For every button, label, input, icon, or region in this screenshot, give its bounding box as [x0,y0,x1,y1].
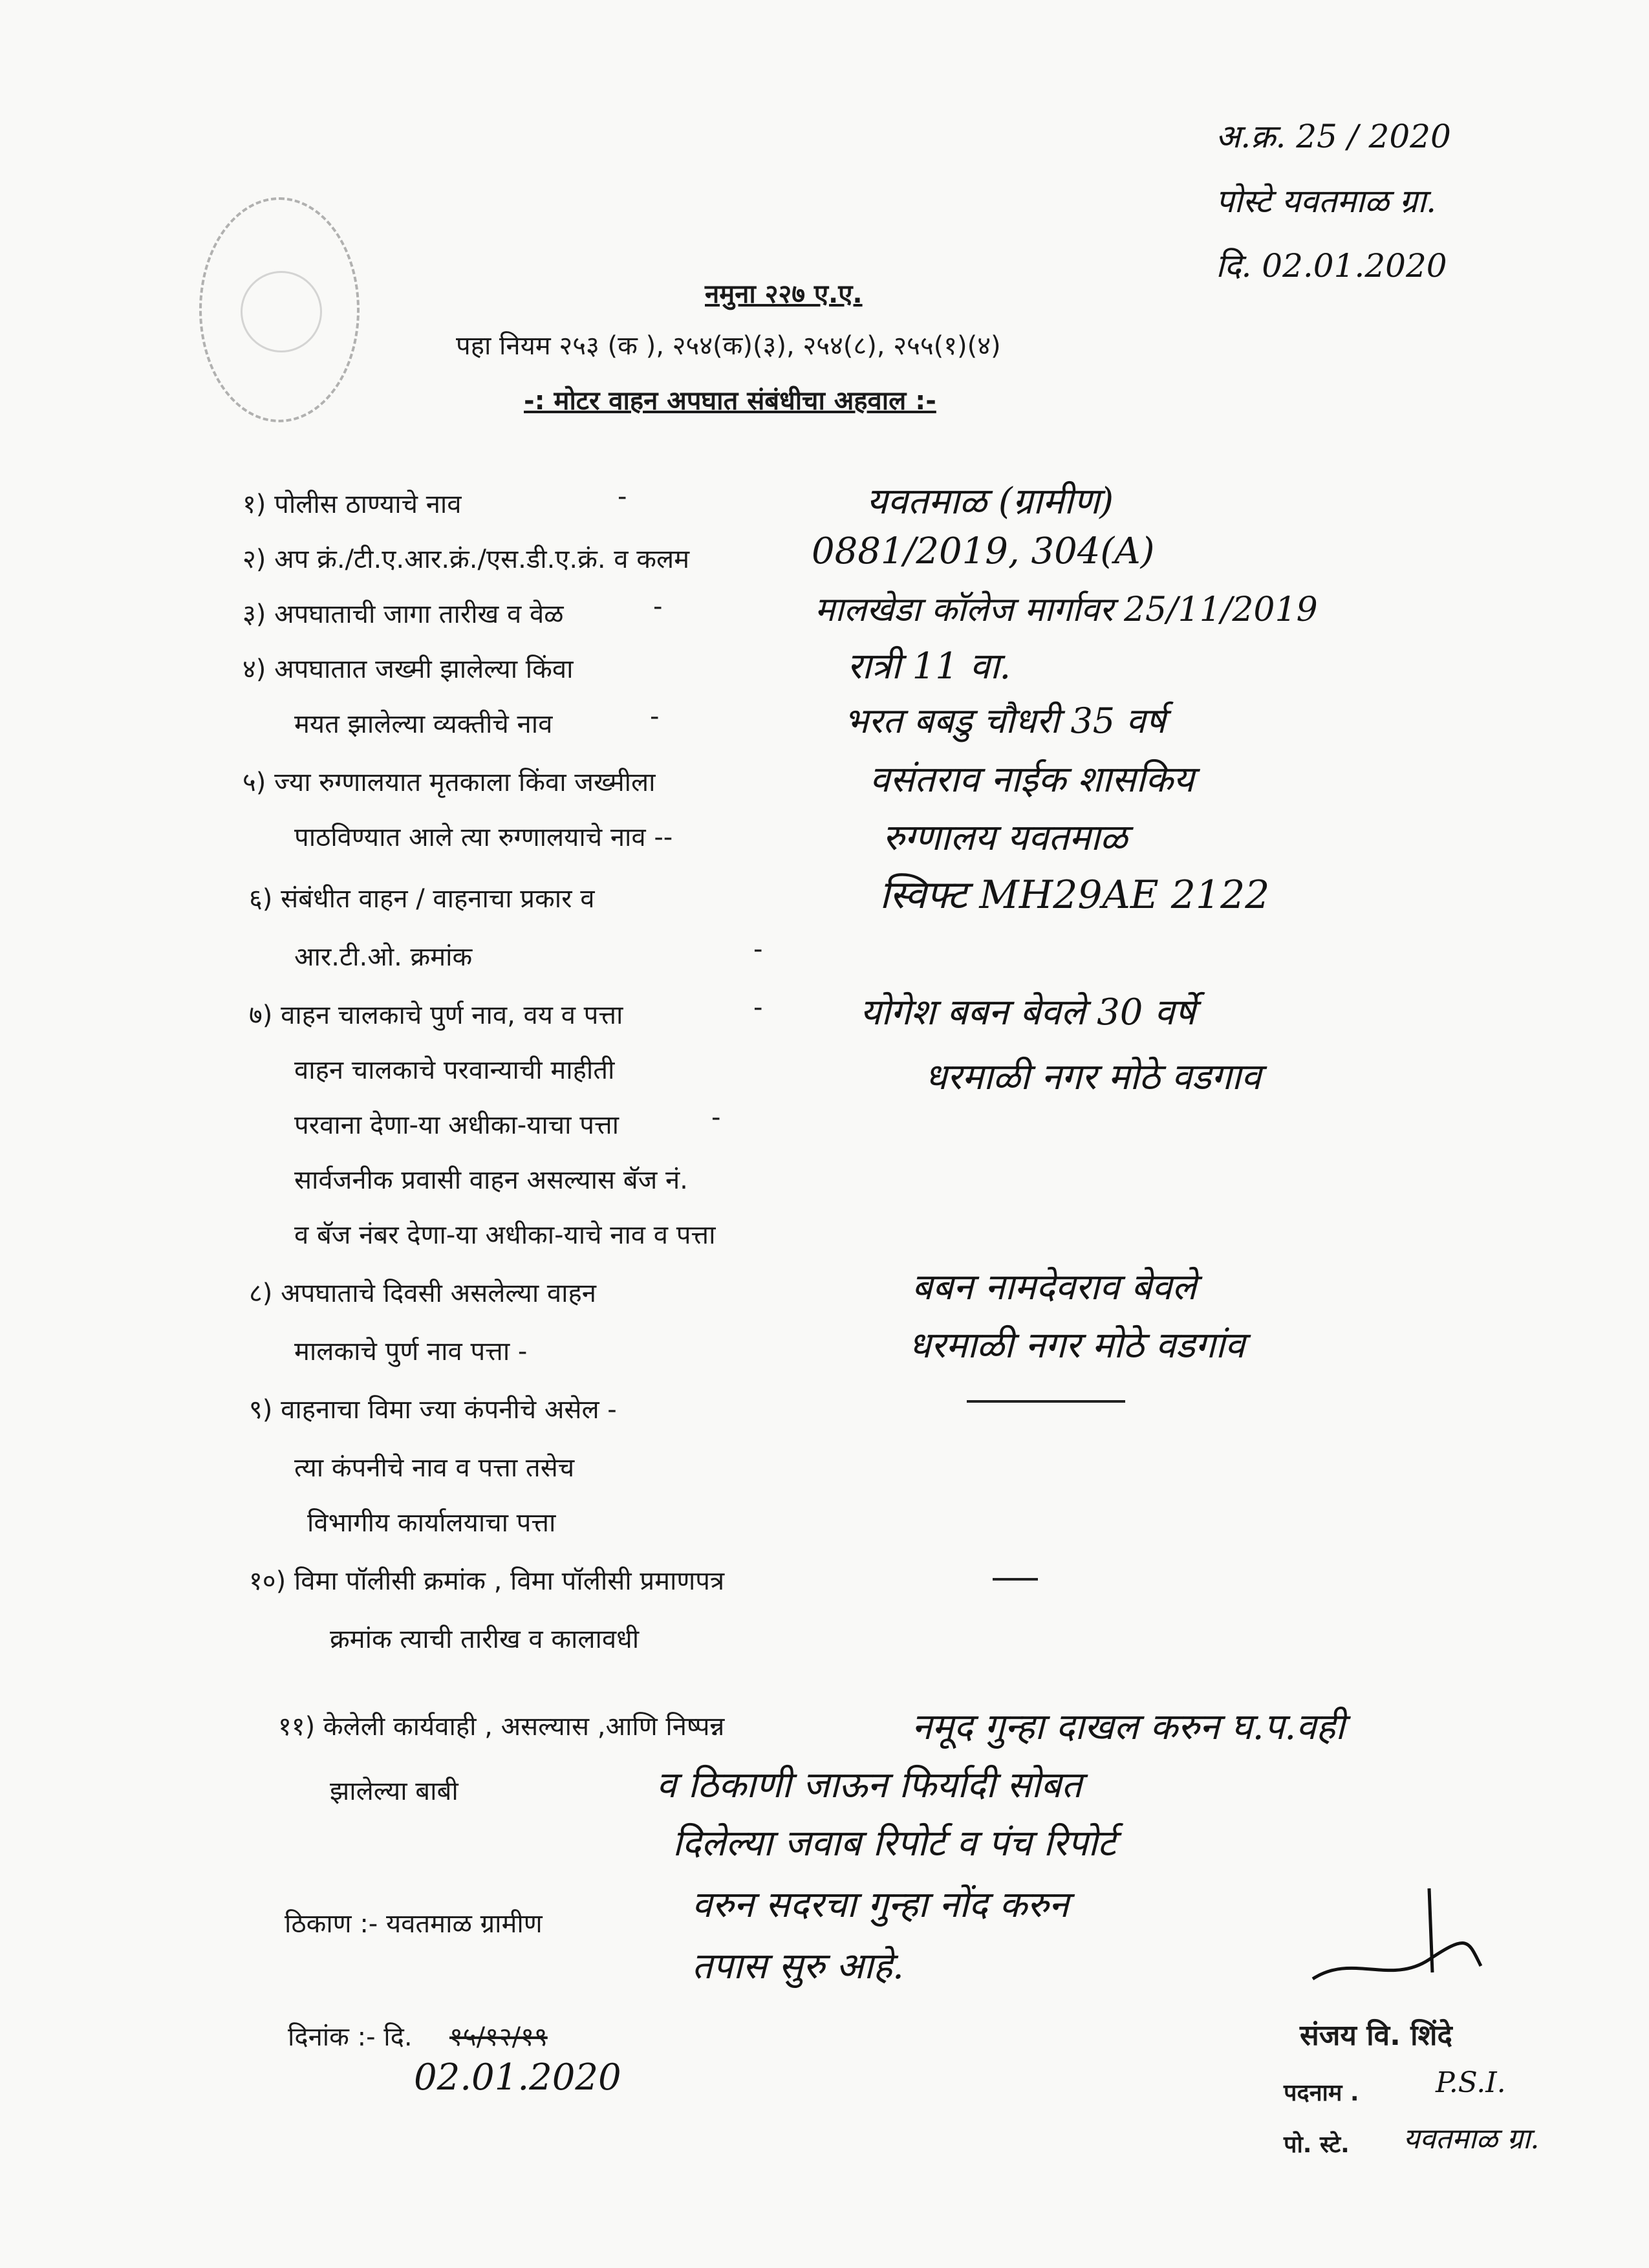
field-7-value2: धरमाळी नगर मोठे वडगाव [925,1056,1262,1098]
driver-license-label: वाहन चालकाचे परवान्याची माहीती [294,1055,615,1085]
field-4-label: ४) अपघातात जख्मी झालेल्या किंवा [242,654,574,684]
action-line-3: दिलेल्या जवाब रिपोर्ट व पंच रिपोर्ट [673,1822,1116,1864]
badge-label: सार्वजनीक प्रवासी वाहन असल्यास बॅज नं. [294,1165,688,1195]
field-2-value: 0881/2019, 304(A) [812,530,1155,572]
field-7-value: योगेश बबन बेवले 30 वर्षे [860,991,1196,1033]
date-label: दिनांक :- दि. [288,2022,413,2052]
field-3-label: ३) अपघाताची जागा तारीख व वेळ [242,599,564,629]
policy-blank-line [993,1578,1038,1581]
field-5-value2: रुग्णालय यवतमाळ [883,817,1128,859]
field-11-label2: झालेल्या बाबी [330,1777,458,1806]
stamp-number: अ.क्र. 25 / 2020 [1216,118,1451,155]
form-title: -: मोटर वाहन अपघात संबंधीचा अहवाल :- [524,386,936,416]
field-6-label2: आर.टी.ओ. क्रमांक [294,942,473,972]
field-8-label2: मालकाचे पुर्ण नाव पत्ता - [294,1337,528,1366]
station-label: पो. स्टे. [1284,2132,1350,2158]
field-4-value: भरत बबडु चौधरी 35 वर्ष [844,700,1166,741]
license-officer-dash: - [711,1103,721,1132]
field-8-label: ८) अपघाताचे दिवसी असलेल्या वाहन [249,1279,596,1308]
field-1-dash: - [618,482,627,512]
form-rules: पहा नियम २५३ (क ), २५४(क)(३), २५४(८), २५५(१)(४) [456,331,1001,361]
stamp-station: पोस्टे यवतमाळ ग्रा. [1216,182,1436,220]
field-10-label2: क्रमांक त्याची तारीख व कालावधी [330,1625,640,1654]
date-handwritten: 02.01.2020 [414,2057,621,2099]
field-9-label: ९) वाहनाचा विमा ज्या कंपनीचे असेल - [249,1395,617,1425]
field-10-label: १०) विमा पॉलीसी क्रमांक , विमा पॉलीसी प्रमाणपत्र [249,1566,725,1596]
place-label: ठिकाण :- यवतमाळ ग्रामीण [285,1909,543,1939]
field-8-value2: धरमाळी नगर मोठे वडगांव [909,1324,1245,1366]
field-9-label3: विभागीय कार्यालयाचा पत्ता [307,1508,556,1538]
station-value: यवतमाळ ग्रा. [1403,2122,1540,2155]
stamp-date: दि. 02.01.2020 [1216,247,1447,285]
field-3-value2: रात्री 11 वा. [847,645,1011,687]
designation-value: P.S.I. [1436,2066,1506,2099]
field-2-label: २) अप क्रं./टी.ए.आर.क्रं./एस.डी.ए.क्रं. व कलम [242,545,690,574]
field-3-value: मालखेडा कॉलेज मार्गावर 25/11/2019 [815,590,1318,629]
action-line-1: नमूद गुन्हा दाखल करुन घ.प.वही [912,1706,1345,1748]
field-4-dash: - [650,702,660,731]
field-4-label2: मयत झालेल्या व्यक्तीचे नाव [294,709,553,739]
field-6-value: स्विफ्ट MH29AE 2122 [879,872,1270,918]
field-6-dash: - [753,934,763,964]
insurance-blank-line [967,1400,1125,1403]
action-line-5: तपास सुरु आहे. [692,1945,904,1987]
office-seal [199,197,360,422]
field-7-label: ७) वाहन चालकाचे पुर्ण नाव, वय व पत्ता [249,1000,623,1030]
action-line-4: वरुन सदरचा गुन्हा नोंद करुन [692,1884,1069,1926]
designation-label: पदनाम . [1284,2080,1359,2106]
signature-scribble [1300,1882,1494,1992]
field-3-dash: - [653,592,663,621]
field-5-label: ५) ज्या रुग्णालयात मृतकाला किंवा जख्मीला [242,768,656,797]
date-struck: १५/१२/१९ [449,2022,548,2052]
field-5-label2: पाठविण्यात आले त्या रुग्णालयाचे नाव -- [294,823,673,852]
field-6-label: ६) संबंधीत वाहन / वाहनाचा प्रकार व [249,884,595,914]
field-5-value: वसंतराव नाईक शासकिय [870,759,1194,801]
field-1-label: १) पोलीस ठाण्याचे नाव [242,490,462,519]
action-line-2: व ठिकाणी जाऊन फिर्यादी सोबत [656,1764,1083,1806]
field-11-label: ११) केलेली कार्यवाही , असल्यास ,आणि निष्पन्न [278,1712,725,1742]
field-8-value: बबन नामदेवराव बेवले [912,1266,1197,1308]
field-7-dash: - [753,993,763,1022]
field-1-value: यवतमाळ (ग्रामीण) [867,481,1114,523]
signatory-name: संजय वि. शिंदे [1300,2019,1452,2052]
field-9-label2: त्या कंपनीचे नाव व पत्ता तसेच [294,1453,575,1483]
license-officer-label: परवाना देणा-या अधीका-याचा पत्ता [294,1110,619,1140]
badge-officer-label: व बॅज नंबर देणा-या अधीका-याचे नाव व पत्ता [294,1220,716,1250]
form-number: नमुना २२७ ए.ए. [705,279,863,309]
